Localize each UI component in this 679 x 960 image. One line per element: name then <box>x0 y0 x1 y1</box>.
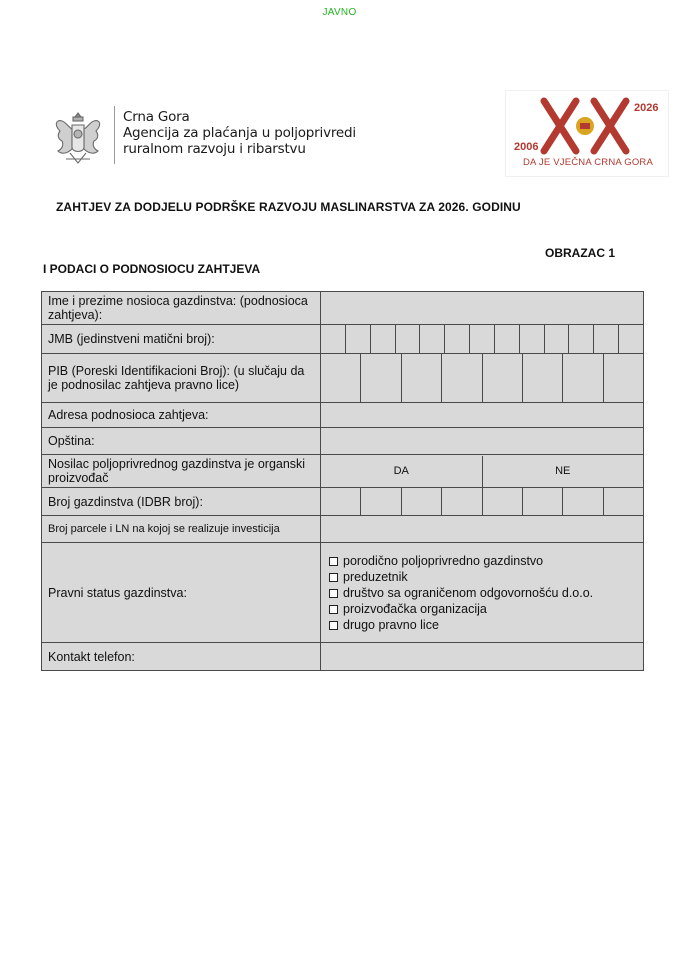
legal-status-option-label: porodično poljoprivredno gazdinstvo <box>343 553 544 568</box>
legal-status-options <box>321 543 644 643</box>
classification-label: JAVNO <box>322 7 357 18</box>
address-label: Adresa podnosioca zahtjeva: <box>42 403 321 428</box>
idbr-digit-cell[interactable] <box>441 488 481 515</box>
idbr-digit-cell[interactable] <box>360 488 400 515</box>
table-row <box>42 325 644 354</box>
coat-of-arms-icon <box>52 109 104 169</box>
municipality-label: Opština: <box>42 428 321 455</box>
agency-name-line2: ruralnom razvoju i ribarstvu <box>123 141 306 157</box>
pib-label: PIB (Poreski Identifikacioni Broj): (u slučaju da je podnosilac zahtjeva pravno lice) <box>42 354 321 403</box>
pib-input[interactable] <box>321 354 644 403</box>
jmb-input[interactable] <box>321 325 644 354</box>
anniversary-slogan: DA JE VJEČNA CRNA GORA <box>522 157 654 168</box>
organic-producer-choice <box>321 455 644 488</box>
municipality-input[interactable] <box>321 428 644 455</box>
section-title: I PODACI O PODNOSIOCU ZAHTJEVA <box>43 262 261 276</box>
table-row <box>42 292 644 325</box>
checkbox-icon[interactable] <box>329 621 338 630</box>
legal-status-option-label: proizvođačka organizacija <box>343 601 487 616</box>
idbr-digit-cell[interactable] <box>562 488 602 515</box>
jmb-digit-cell[interactable] <box>544 325 569 353</box>
jmb-digit-cell[interactable] <box>568 325 593 353</box>
jmb-digit-cell[interactable] <box>593 325 618 353</box>
pib-digit-cell[interactable] <box>482 354 522 402</box>
form-code: OBRAZAC 1 <box>545 246 616 260</box>
jmb-digit-cell[interactable] <box>370 325 395 353</box>
jmb-digit-cell[interactable] <box>469 325 494 353</box>
jmb-digit-cell[interactable] <box>395 325 420 353</box>
table-row <box>42 428 644 455</box>
table-row <box>42 455 644 488</box>
jmb-label: JMB (jedinstveni matični broj): <box>42 325 321 354</box>
legal-status-label: Pravni status gazdinstva: <box>42 543 321 643</box>
agency-name-block <box>123 109 356 157</box>
idbr-digit-cell[interactable] <box>522 488 562 515</box>
idbr-digit-cell[interactable] <box>603 488 643 515</box>
checkbox-icon[interactable] <box>329 605 338 614</box>
jmb-digit-cell[interactable] <box>419 325 444 353</box>
legal-status-option-label: drugo pravno lice <box>343 617 439 632</box>
table-row <box>42 488 644 516</box>
applicant-form-table <box>41 291 644 671</box>
legal-status-option[interactable] <box>329 569 643 585</box>
address-input[interactable] <box>321 403 644 428</box>
pib-digit-cell[interactable] <box>522 354 562 402</box>
organic-producer-label: Nosilac poljoprivrednog gazdinstva je organski proizvođač <box>42 455 321 488</box>
country-name: Crna Gora <box>123 109 190 125</box>
header-divider <box>114 106 115 164</box>
table-row <box>42 354 644 403</box>
document-title: ZAHTJEV ZA DODJELU PODRŠKE RAZVOJU MASLINARSTVA ZA 2026. GODINU <box>56 200 521 214</box>
pib-digit-cell[interactable] <box>321 354 360 402</box>
idbr-input[interactable] <box>321 488 644 516</box>
idbr-digit-cell[interactable] <box>321 488 360 515</box>
table-row <box>42 403 644 428</box>
checkbox-icon[interactable] <box>329 589 338 598</box>
pib-digit-cell[interactable] <box>603 354 643 402</box>
pib-digit-cell[interactable] <box>562 354 602 402</box>
jmb-digit-cell[interactable] <box>345 325 370 353</box>
legal-status-option[interactable] <box>329 617 643 633</box>
name-input[interactable] <box>321 292 644 325</box>
idbr-digit-cell[interactable] <box>401 488 441 515</box>
legal-status-option[interactable] <box>329 553 643 569</box>
phone-input[interactable] <box>321 643 644 671</box>
pib-digit-cell[interactable] <box>401 354 441 402</box>
parcel-label: Broj parcele i LN na kojoj se realizuje investicija <box>42 516 321 543</box>
idbr-digit-cell[interactable] <box>482 488 522 515</box>
jmb-digit-cell[interactable] <box>519 325 544 353</box>
pib-digit-cell[interactable] <box>360 354 400 402</box>
jmb-digit-cell[interactable] <box>321 325 345 353</box>
name-label: Ime i prezime nosioca gazdinstva: (podnosioca zahtjeva): <box>42 292 321 325</box>
legal-status-option[interactable] <box>329 585 643 601</box>
jmb-digit-cell[interactable] <box>618 325 643 353</box>
legal-status-option-label: preduzetnik <box>343 569 408 584</box>
legal-status-option-label: društvo sa ograničenom odgovornošću d.o.o. <box>343 585 594 600</box>
idbr-label: Broj gazdinstva (IDBR broj): <box>42 488 321 516</box>
table-row <box>42 543 644 643</box>
anniversary-year-end: 2026 <box>634 102 659 114</box>
anniversary-year-start: 2006 <box>514 141 539 153</box>
checkbox-icon[interactable] <box>329 573 338 582</box>
pib-digit-cell[interactable] <box>441 354 481 402</box>
jmb-digit-cell[interactable] <box>494 325 519 353</box>
checkbox-icon[interactable] <box>329 557 338 566</box>
jmb-digit-cell[interactable] <box>444 325 469 353</box>
table-row <box>42 643 644 671</box>
organic-yes-option[interactable]: DA <box>393 465 409 477</box>
parcel-input[interactable] <box>321 516 644 543</box>
legal-status-option[interactable] <box>329 601 643 617</box>
table-row <box>42 516 644 543</box>
agency-name-line1: Agencija za plaćanja u poljoprivredi <box>123 125 356 141</box>
phone-label: Kontakt telefon: <box>42 643 321 671</box>
organic-no-option[interactable]: NE <box>482 456 644 487</box>
anniversary-logo <box>505 90 669 177</box>
